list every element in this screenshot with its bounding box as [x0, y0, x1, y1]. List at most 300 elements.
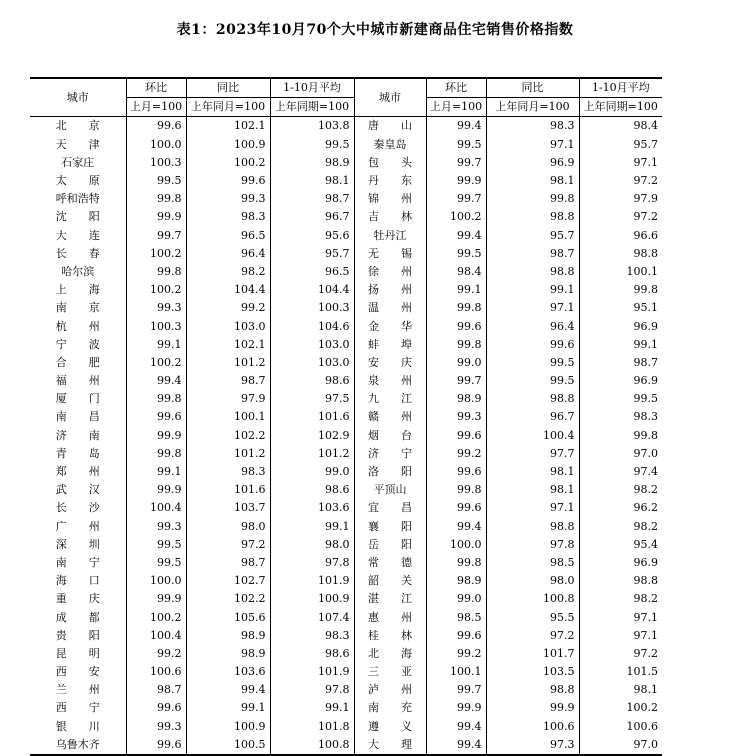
city-name-cell: 银 川: [55, 719, 100, 733]
ytd-value-cell: 98.7: [270, 190, 354, 208]
city-name-cell-right: 大 理: [354, 736, 426, 755]
mom-value-cell-right: 99.0: [426, 590, 486, 608]
mom-value-cell: 99.2: [126, 645, 186, 663]
city-name-cell-right: 北 海: [354, 645, 426, 663]
mom-value-cell-right: 100.2: [426, 208, 486, 226]
mom-value-cell: 99.6: [126, 117, 186, 136]
city-name-cell-right: 赣 州: [354, 408, 426, 426]
ytd-value-cell-right: 96.9: [579, 554, 662, 572]
yoy-value-cell-right: 96.9: [486, 154, 579, 172]
ytd-value-cell-right: 95.4: [579, 536, 662, 554]
yoy-value-cell-right: 97.2: [486, 627, 579, 645]
header-row-1: [30, 78, 662, 98]
yoy-value-cell: 101.2: [186, 354, 270, 372]
yoy-value-cell-right: 98.7: [486, 245, 579, 263]
table-row: [30, 408, 662, 426]
ytd-value-cell: 107.4: [270, 608, 354, 626]
ytd-value-cell-right: 98.2: [579, 481, 662, 499]
yoy-value-cell-right: 98.8: [486, 518, 579, 536]
city-name-cell: 长 春: [55, 246, 100, 260]
ytd-value-cell-right: 101.5: [579, 663, 662, 681]
ytd-value-cell-right: 100.6: [579, 718, 662, 736]
table-row: [30, 463, 662, 481]
ytd-value-cell: 101.2: [270, 445, 354, 463]
yoy-value-cell-right: 98.8: [486, 390, 579, 408]
table-row: [30, 136, 662, 154]
city-name-cell-right: 吉 林: [354, 208, 426, 226]
mom-value-cell-right: 99.7: [426, 190, 486, 208]
city-name-cell-right: 襄 阳: [354, 518, 426, 536]
yoy-value-cell-right: 99.5: [486, 372, 579, 390]
city-name-cell: 太 原: [55, 174, 100, 188]
city-name-cell-right: 惠 州: [354, 608, 426, 626]
yoy-value-cell-right: 97.7: [486, 445, 579, 463]
mom-value-cell-right: 98.4: [426, 263, 486, 281]
mom-value-cell: 99.3: [126, 718, 186, 736]
table-row: [30, 227, 662, 245]
city-name-cell-right: 桂 林: [354, 627, 426, 645]
city-name-cell: 广 州: [55, 519, 100, 533]
mom-value-cell: 99.3: [126, 299, 186, 317]
yoy-value-cell: 99.6: [186, 172, 270, 190]
yoy-value-cell-right: 98.1: [486, 481, 579, 499]
mom-value-cell: 98.7: [126, 681, 186, 699]
ytd-value-cell-right: 97.0: [579, 445, 662, 463]
table-row: [30, 481, 662, 499]
mom-value-cell-right: 99.0: [426, 354, 486, 372]
mom-value-cell: 99.9: [126, 481, 186, 499]
mom-value-cell: 100.3: [126, 154, 186, 172]
mom-value-cell-right: 99.8: [426, 554, 486, 572]
mom-value-cell-right: 99.8: [426, 481, 486, 499]
ytd-value-cell-right: 98.3: [579, 408, 662, 426]
mom-value-cell: 99.9: [126, 427, 186, 445]
table-row: [30, 299, 662, 317]
column-header-city-right: 城市: [354, 78, 426, 117]
ytd-value-cell: 103.0: [270, 354, 354, 372]
city-name-cell-right: 济 宁: [354, 445, 426, 463]
mom-value-cell: 99.7: [126, 227, 186, 245]
city-name-cell-right: 平顶山: [354, 481, 426, 499]
mom-value-cell: 100.2: [126, 281, 186, 299]
mom-value-cell-right: 99.9: [426, 699, 486, 717]
table-row: [30, 736, 662, 755]
mom-value-cell-right: 99.7: [426, 681, 486, 699]
mom-value-cell-right: 98.9: [426, 572, 486, 590]
ytd-value-cell: 95.7: [270, 245, 354, 263]
city-name-cell-right: 秦皇岛: [354, 136, 426, 154]
mom-value-cell: 99.6: [126, 699, 186, 717]
city-name-cell: 海 口: [55, 574, 100, 588]
table-row: [30, 317, 662, 335]
yoy-value-cell: 105.6: [186, 608, 270, 626]
table-row: [30, 372, 662, 390]
city-name-cell: 深 圳: [55, 537, 100, 551]
city-name-cell: 呼和浩特: [55, 192, 100, 206]
ytd-value-cell: 101.9: [270, 572, 354, 590]
city-name-cell: 杭 州: [55, 319, 100, 333]
yoy-value-cell: 98.3: [186, 208, 270, 226]
yoy-value-cell-right: 101.7: [486, 645, 579, 663]
column-subheader-mom-right: 上月=100: [426, 98, 486, 117]
ytd-value-cell: 98.6: [270, 372, 354, 390]
table-row: [30, 681, 662, 699]
table-row: [30, 699, 662, 717]
mom-value-cell-right: 99.6: [426, 627, 486, 645]
city-name-cell-right: 包 头: [354, 154, 426, 172]
mom-value-cell: 99.8: [126, 390, 186, 408]
mom-value-cell-right: 99.9: [426, 172, 486, 190]
ytd-value-cell: 103.6: [270, 499, 354, 517]
yoy-value-cell-right: 99.5: [486, 354, 579, 372]
column-subheader-yoy-right: 上年同月=100: [486, 98, 579, 117]
yoy-value-cell-right: 98.3: [486, 117, 579, 136]
yoy-value-cell: 100.2: [186, 154, 270, 172]
mom-value-cell: 99.6: [126, 408, 186, 426]
yoy-value-cell-right: 99.6: [486, 336, 579, 354]
table-row: [30, 554, 662, 572]
mom-value-cell-right: 99.6: [426, 499, 486, 517]
yoy-value-cell-right: 100.8: [486, 590, 579, 608]
city-name-cell: 昆 明: [55, 646, 100, 660]
ytd-value-cell-right: 98.1: [579, 681, 662, 699]
ytd-value-cell: 100.3: [270, 299, 354, 317]
city-name-cell-right: 丹 东: [354, 172, 426, 190]
ytd-value-cell-right: 97.1: [579, 608, 662, 626]
yoy-value-cell-right: 98.8: [486, 681, 579, 699]
yoy-value-cell-right: 98.1: [486, 463, 579, 481]
table-row: [30, 627, 662, 645]
column-header-yoy-right: 同比: [486, 78, 579, 98]
column-header-mom: 环比: [126, 78, 186, 98]
table-row: [30, 663, 662, 681]
ytd-value-cell: 103.8: [270, 117, 354, 136]
mom-value-cell: 100.3: [126, 317, 186, 335]
yoy-value-cell: 100.9: [186, 718, 270, 736]
mom-value-cell: 100.4: [126, 627, 186, 645]
yoy-value-cell: 102.1: [186, 336, 270, 354]
city-name-cell: 上 海: [55, 283, 100, 297]
yoy-value-cell: 98.2: [186, 263, 270, 281]
ytd-value-cell-right: 96.6: [579, 227, 662, 245]
ytd-value-cell-right: 97.1: [579, 627, 662, 645]
city-name-cell: 宁 波: [55, 337, 100, 351]
ytd-value-cell-right: 98.2: [579, 590, 662, 608]
yoy-value-cell-right: 96.7: [486, 408, 579, 426]
ytd-value-cell-right: 99.1: [579, 336, 662, 354]
city-name-cell-right: 韶 关: [354, 572, 426, 590]
city-name-cell-right: 宜 昌: [354, 499, 426, 517]
column-header-city: 城市: [30, 78, 126, 117]
column-header-ytd-right: 1-10月平均: [579, 78, 662, 98]
city-name-cell: 哈尔滨: [61, 264, 95, 278]
ytd-value-cell: 97.8: [270, 554, 354, 572]
ytd-value-cell: 98.9: [270, 154, 354, 172]
mom-value-cell-right: 99.6: [426, 463, 486, 481]
yoy-value-cell: 100.1: [186, 408, 270, 426]
column-header-yoy: 同比: [186, 78, 270, 98]
ytd-value-cell-right: 96.9: [579, 372, 662, 390]
yoy-value-cell: 99.3: [186, 190, 270, 208]
city-name-cell: 南 昌: [55, 410, 100, 424]
yoy-value-cell: 102.2: [186, 590, 270, 608]
ytd-value-cell: 95.6: [270, 227, 354, 245]
ytd-value-cell: 100.8: [270, 736, 354, 755]
city-name-cell-right: 蚌 埠: [354, 336, 426, 354]
ytd-value-cell-right: 98.7: [579, 354, 662, 372]
ytd-value-cell: 98.3: [270, 627, 354, 645]
yoy-value-cell: 97.2: [186, 536, 270, 554]
mom-value-cell-right: 99.5: [426, 136, 486, 154]
ytd-value-cell: 99.1: [270, 518, 354, 536]
ytd-value-cell-right: 96.2: [579, 499, 662, 517]
mom-value-cell-right: 99.3: [426, 408, 486, 426]
yoy-value-cell: 102.2: [186, 427, 270, 445]
mom-value-cell: 99.5: [126, 536, 186, 554]
mom-value-cell-right: 100.1: [426, 663, 486, 681]
mom-value-cell: 100.2: [126, 608, 186, 626]
mom-value-cell: 100.0: [126, 136, 186, 154]
mom-value-cell: 99.9: [126, 208, 186, 226]
ytd-value-cell-right: 98.8: [579, 245, 662, 263]
table-row: [30, 608, 662, 626]
city-name-cell: 重 庆: [55, 592, 100, 606]
ytd-value-cell-right: 95.7: [579, 136, 662, 154]
table-row: [30, 445, 662, 463]
mom-value-cell-right: 99.2: [426, 445, 486, 463]
mom-value-cell-right: 99.8: [426, 299, 486, 317]
mom-value-cell: 99.3: [126, 518, 186, 536]
city-name-cell-right: 安 庆: [354, 354, 426, 372]
mom-value-cell-right: 99.7: [426, 154, 486, 172]
yoy-value-cell: 99.1: [186, 699, 270, 717]
yoy-value-cell: 98.0: [186, 518, 270, 536]
yoy-value-cell-right: 95.5: [486, 608, 579, 626]
city-name-cell: 西 安: [55, 665, 100, 679]
city-name-cell-right: 常 德: [354, 554, 426, 572]
table-row: [30, 427, 662, 445]
ytd-value-cell: 98.6: [270, 645, 354, 663]
ytd-value-cell: 99.0: [270, 463, 354, 481]
table-row: [30, 645, 662, 663]
ytd-value-cell-right: 99.8: [579, 281, 662, 299]
city-name-cell: 济 南: [55, 428, 100, 442]
yoy-value-cell: 98.7: [186, 554, 270, 572]
ytd-value-cell-right: 98.2: [579, 518, 662, 536]
yoy-value-cell: 100.9: [186, 136, 270, 154]
mom-value-cell-right: 99.6: [426, 317, 486, 335]
yoy-value-cell-right: 100.4: [486, 427, 579, 445]
city-name-cell: 石家庄: [61, 155, 95, 169]
ytd-value-cell: 101.8: [270, 718, 354, 736]
mom-value-cell-right: 99.4: [426, 227, 486, 245]
mom-value-cell: 99.6: [126, 736, 186, 755]
ytd-value-cell-right: 99.8: [579, 427, 662, 445]
city-name-cell-right: 唐 山: [354, 117, 426, 136]
table-row: [30, 336, 662, 354]
city-name-cell-right: 烟 台: [354, 427, 426, 445]
mom-value-cell: 99.5: [126, 554, 186, 572]
ytd-value-cell: 96.5: [270, 263, 354, 281]
ytd-value-cell-right: 97.4: [579, 463, 662, 481]
city-name-cell-right: 无 锡: [354, 245, 426, 263]
yoy-value-cell: 101.2: [186, 445, 270, 463]
mom-value-cell-right: 99.4: [426, 736, 486, 755]
mom-value-cell: 99.8: [126, 263, 186, 281]
yoy-value-cell-right: 98.1: [486, 172, 579, 190]
table-row: [30, 390, 662, 408]
city-name-cell: 乌鲁木齐: [30, 736, 126, 755]
mom-value-cell: 100.6: [126, 663, 186, 681]
city-name-cell-right: 金 华: [354, 317, 426, 335]
mom-value-cell: 99.8: [126, 190, 186, 208]
yoy-value-cell-right: 99.1: [486, 281, 579, 299]
ytd-value-cell: 101.9: [270, 663, 354, 681]
mom-value-cell: 99.4: [126, 372, 186, 390]
yoy-value-cell: 103.6: [186, 663, 270, 681]
ytd-value-cell: 98.1: [270, 172, 354, 190]
ytd-value-cell-right: 97.1: [579, 154, 662, 172]
yoy-value-cell: 103.7: [186, 499, 270, 517]
city-name-cell: 南 宁: [55, 555, 100, 569]
mom-value-cell: 99.9: [126, 590, 186, 608]
table-row: [30, 499, 662, 517]
city-name-cell: 郑 州: [55, 465, 100, 479]
city-name-cell: 贵 阳: [55, 628, 100, 642]
city-name-cell: 厦 门: [55, 392, 100, 406]
city-name-cell: 北 京: [55, 119, 100, 133]
ytd-value-cell-right: 97.0: [579, 736, 662, 755]
city-name-cell: 沈 阳: [55, 210, 100, 224]
table-row: [30, 518, 662, 536]
ytd-value-cell-right: 99.5: [579, 390, 662, 408]
price-index-table: [30, 77, 662, 756]
city-name-cell-right: 徐 州: [354, 263, 426, 281]
mom-value-cell-right: 99.8: [426, 336, 486, 354]
mom-value-cell-right: 100.0: [426, 536, 486, 554]
column-header-ytd: 1-10月平均: [270, 78, 354, 98]
ytd-value-cell: 98.0: [270, 536, 354, 554]
ytd-value-cell: 103.0: [270, 336, 354, 354]
yoy-value-cell-right: 98.8: [486, 263, 579, 281]
ytd-value-cell-right: 95.1: [579, 299, 662, 317]
city-name-cell-right: 岳 阳: [354, 536, 426, 554]
city-name-cell: 武 汉: [55, 483, 100, 497]
city-name-cell-right: 泸 州: [354, 681, 426, 699]
column-subheader-ytd: 上年同期=100: [270, 98, 354, 117]
ytd-value-cell: 99.5: [270, 136, 354, 154]
mom-value-cell: 100.2: [126, 245, 186, 263]
city-name-cell: 天 津: [55, 137, 100, 151]
table-row: [30, 245, 662, 263]
table-row: [30, 281, 662, 299]
mom-value-cell-right: 99.7: [426, 372, 486, 390]
ytd-value-cell: 104.6: [270, 317, 354, 335]
ytd-value-cell-right: 98.4: [579, 117, 662, 136]
yoy-value-cell: 103.0: [186, 317, 270, 335]
city-name-cell-right: 温 州: [354, 299, 426, 317]
ytd-value-cell-right: 100.1: [579, 263, 662, 281]
yoy-value-cell-right: 98.5: [486, 554, 579, 572]
table-row: [30, 208, 662, 226]
ytd-value-cell: 104.4: [270, 281, 354, 299]
ytd-value-cell-right: 98.8: [579, 572, 662, 590]
ytd-value-cell-right: 97.2: [579, 172, 662, 190]
mom-value-cell: 100.4: [126, 499, 186, 517]
mom-value-cell: 99.5: [126, 172, 186, 190]
mom-value-cell-right: 99.6: [426, 427, 486, 445]
yoy-value-cell-right: 100.6: [486, 718, 579, 736]
table-row: [30, 536, 662, 554]
city-name-cell-right: 洛 阳: [354, 463, 426, 481]
ytd-value-cell-right: 100.2: [579, 699, 662, 717]
city-name-cell: 长 沙: [55, 501, 100, 515]
yoy-value-cell-right: 103.5: [486, 663, 579, 681]
yoy-value-cell: 99.2: [186, 299, 270, 317]
mom-value-cell-right: 99.2: [426, 645, 486, 663]
yoy-value-cell-right: 97.8: [486, 536, 579, 554]
ytd-value-cell: 99.1: [270, 699, 354, 717]
city-name-cell-right: 三 亚: [354, 663, 426, 681]
city-name-cell: 大 连: [55, 228, 100, 242]
yoy-value-cell: 96.5: [186, 227, 270, 245]
ytd-value-cell-right: 97.2: [579, 645, 662, 663]
ytd-value-cell-right: 97.2: [579, 208, 662, 226]
mom-value-cell-right: 99.1: [426, 281, 486, 299]
city-name-cell-right: 湛 江: [354, 590, 426, 608]
yoy-value-cell-right: 99.9: [486, 699, 579, 717]
yoy-value-cell: 104.4: [186, 281, 270, 299]
city-name-cell: 兰 州: [55, 683, 100, 697]
city-name-cell: 西 宁: [55, 701, 100, 715]
ytd-value-cell: 100.9: [270, 590, 354, 608]
yoy-value-cell: 98.9: [186, 627, 270, 645]
ytd-value-cell-right: 96.9: [579, 317, 662, 335]
ytd-value-cell: 98.6: [270, 481, 354, 499]
city-name-cell-right: 南 充: [354, 699, 426, 717]
ytd-value-cell: 102.9: [270, 427, 354, 445]
yoy-value-cell: 99.4: [186, 681, 270, 699]
table-row: [30, 572, 662, 590]
mom-value-cell: 100.2: [126, 354, 186, 372]
yoy-value-cell: 101.6: [186, 481, 270, 499]
yoy-value-cell-right: 96.4: [486, 317, 579, 335]
ytd-value-cell: 96.7: [270, 208, 354, 226]
city-name-cell-right: 扬 州: [354, 281, 426, 299]
column-subheader-ytd-right: 上年同期=100: [579, 98, 662, 117]
table-row: [30, 354, 662, 372]
yoy-value-cell: 98.9: [186, 645, 270, 663]
table-row: [30, 117, 662, 136]
city-name-cell: 福 州: [55, 374, 100, 388]
table-row: [30, 263, 662, 281]
table-row: [30, 154, 662, 172]
mom-value-cell-right: 99.4: [426, 518, 486, 536]
mom-value-cell: 99.1: [126, 463, 186, 481]
yoy-value-cell-right: 97.1: [486, 499, 579, 517]
column-subheader-yoy: 上年同月=100: [186, 98, 270, 117]
mom-value-cell-right: 99.4: [426, 718, 486, 736]
city-name-cell-right: 泉 州: [354, 372, 426, 390]
yoy-value-cell: 96.4: [186, 245, 270, 263]
yoy-value-cell: 102.7: [186, 572, 270, 590]
mom-value-cell: 99.1: [126, 336, 186, 354]
table-row: [30, 172, 662, 190]
yoy-value-cell-right: 97.1: [486, 136, 579, 154]
mom-value-cell: 99.8: [126, 445, 186, 463]
yoy-value-cell-right: 98.8: [486, 208, 579, 226]
mom-value-cell-right: 98.5: [426, 608, 486, 626]
